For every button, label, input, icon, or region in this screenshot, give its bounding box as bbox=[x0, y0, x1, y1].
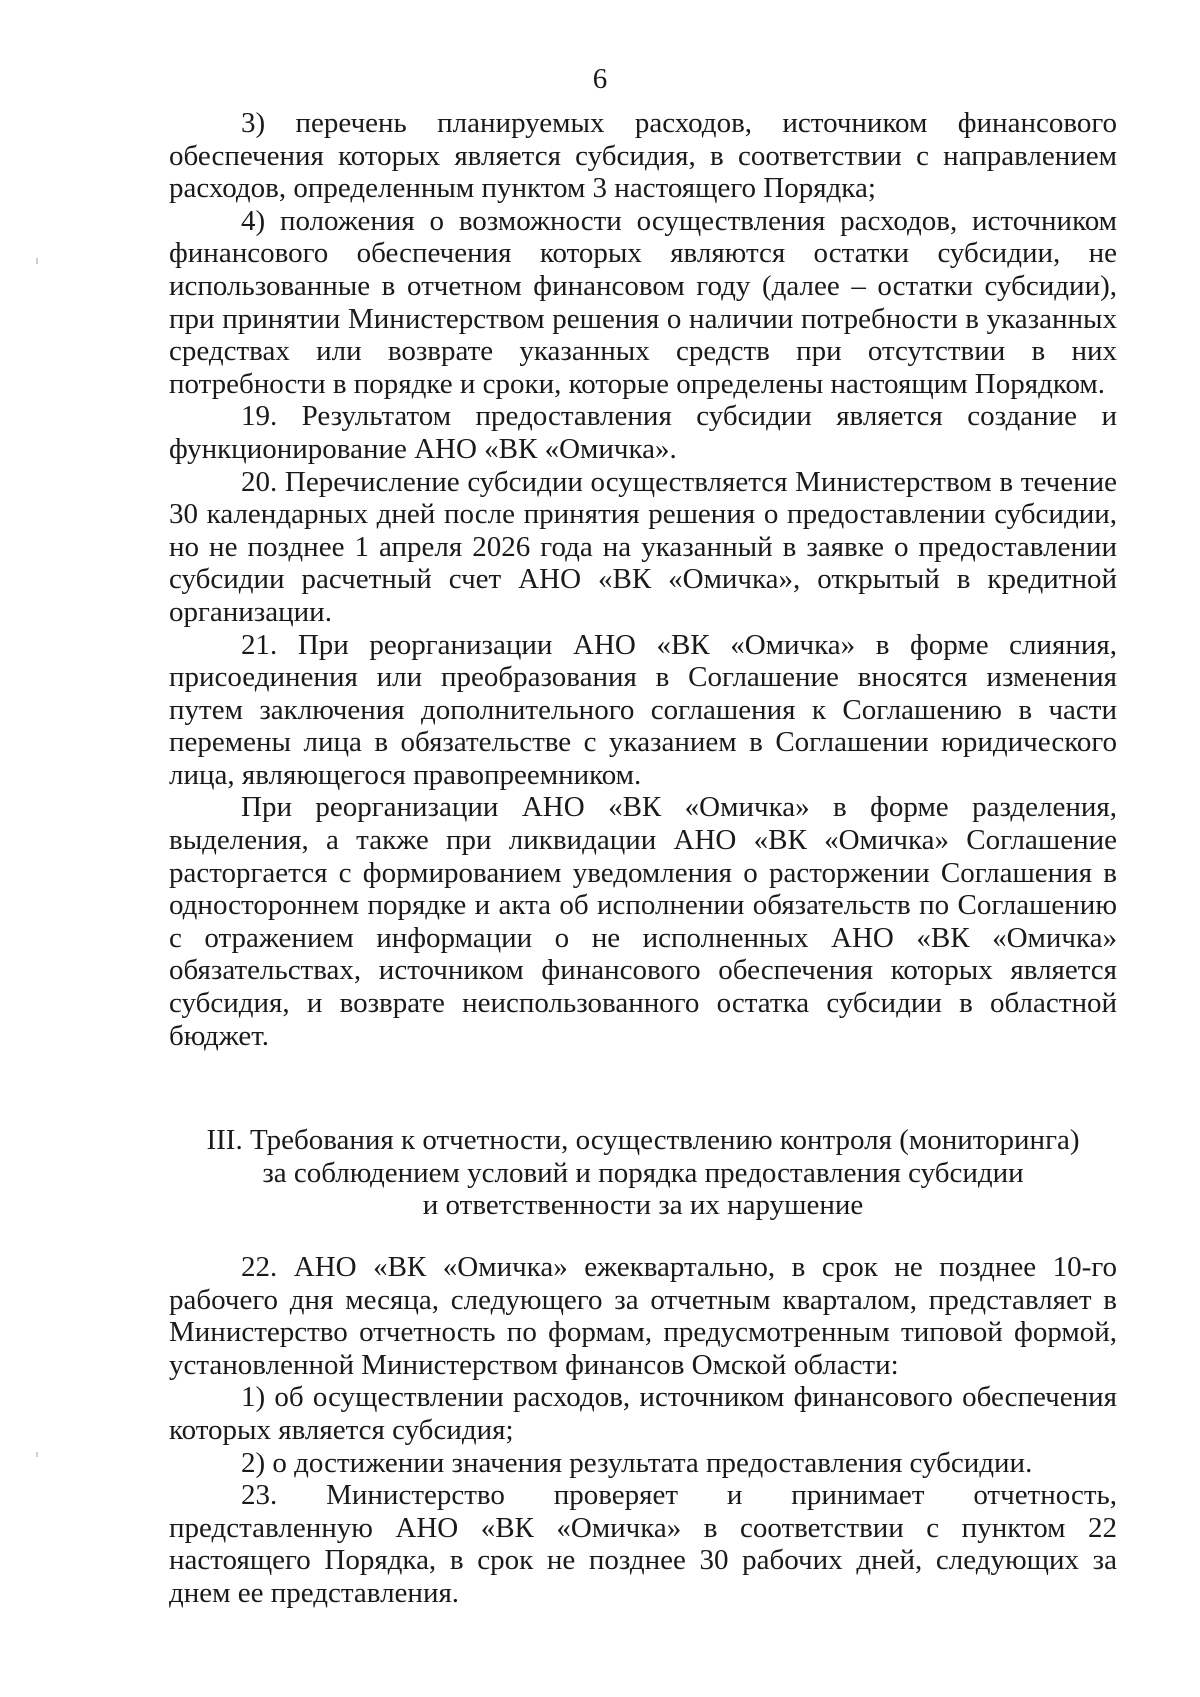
section-heading-line: III. Требования к отчетности, осуществлению контроля (мониторинга) bbox=[206, 1124, 1080, 1156]
section-heading-line: и ответственности за их нарушение bbox=[422, 1189, 864, 1222]
paragraph-clause-23: 23. Министерство проверяет и принимает отчетность, представленную АНО «ВК «Омичка» в соответствии с пунктом 22 настоящего Порядка, в срок не позднее 30 рабочих дней, следующих за днем ее представления. bbox=[169, 1479, 1117, 1609]
paragraph-clause-19: 19. Результатом предоставления субсидии является создание и функционирование АНО «ВК «Омичка». bbox=[169, 400, 1117, 465]
body-text-section-1 bbox=[169, 107, 1117, 1052]
scan-artifact bbox=[36, 1452, 38, 1457]
paragraph-clause-22-item-1: 1) об осуществлении расходов, источником финансового обеспечения которых является субсидия; bbox=[169, 1381, 1117, 1446]
scan-artifact bbox=[36, 258, 38, 264]
paragraph-clause-22: 22. АНО «ВК «Омичка» ежеквартально, в срок не позднее 10-го рабочего дня месяца, следующего за отчетным кварталом, представляет в Министерство отчетность по формам, предусмотренным типовой формой, установленной Министерством финансов Омской области: bbox=[169, 1251, 1117, 1381]
section-heading bbox=[169, 1124, 1117, 1222]
paragraph-clause-22-item-2: 2) о достижении значения результата предоставления субсидии. bbox=[241, 1446, 1033, 1479]
paragraph-item-4: 4) положения о возможности осуществления расходов, источником финансового обеспечения которых являются остатки субсидии, не использованные в отчетном финансовом году (далее – остатки субсидии), при принятии Министерством решения о наличии потребности в указанных средствах или возврате указанных средств при отсутствии в них потребности в порядке и сроки, которые определены настоящим Порядком. bbox=[169, 204, 1117, 400]
section-heading-line: за соблюдением условий и порядка предоставления субсидии bbox=[262, 1156, 1024, 1189]
page-number: 6 bbox=[592, 63, 608, 95]
paragraph-clause-20: 20. Перечисление субсидии осуществляется Министерством в течение 30 календарных дней после принятия решения о предоставлении субсидии, но не позднее 1 апреля 2026 года на указанный в заявке о предоставлении субсидии расчетный счет АНО «ВК «Омичка», открытый в кредитной организации. bbox=[169, 465, 1117, 628]
paragraph-clause-21: 21. При реорганизации АНО «ВК «Омичка» в форме слияния, присоединения или преобразования в Соглашение вносятся изменения путем заключения дополнительного соглашения к Соглашению в части перемены лица в обязательстве с указанием в Соглашении юридического лица, являющегося правопреемником. bbox=[169, 628, 1117, 791]
body-text-section-2 bbox=[169, 1251, 1117, 1610]
paragraph-clause-21-continued: При реорганизации АНО «ВК «Омичка» в форме разделения, выделения, а также при ликвидации АНО «ВК «Омичка» Соглашение расторгается с формированием уведомления о расторжении Соглашения в одностороннем порядке и акта об исполнении обязательств по Соглашению с отражением информации о не исполненных АНО «ВК «Омичка» обязательствах, источником финансового обеспечения которых является субсидия, и возврате неиспользованного остатка субсидии в областной бюджет. bbox=[169, 791, 1117, 1052]
paragraph-item-3: 3) перечень планируемых расходов, источником финансового обеспечения которых является субсидия, в соответствии с направлением расходов, определенным пунктом 3 настоящего Порядка; bbox=[169, 107, 1117, 205]
